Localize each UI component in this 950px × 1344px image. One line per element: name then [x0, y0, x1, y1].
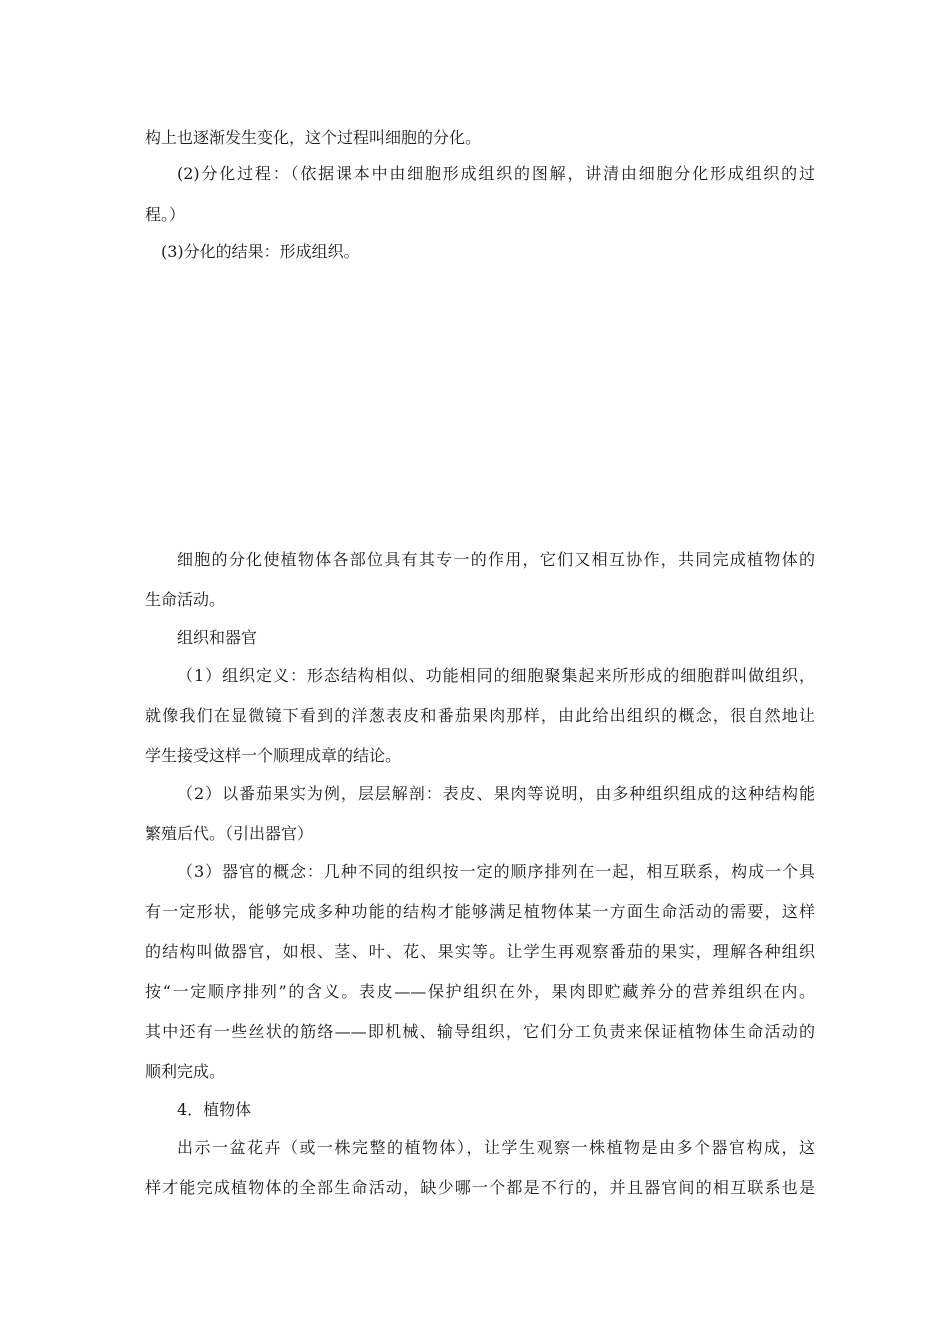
section-heading: 组织和器官 [177, 628, 258, 647]
text-line: （2）以番茄果实为例，层层解剖：表皮、果肉等说明，由多种组织组成的这种结构能 [177, 784, 815, 803]
text-line: 构上也逐渐发生变化，这个过程叫细胞的分化。 [145, 128, 482, 147]
text-line: 学生接受这样一个顺理成章的结论。 [145, 746, 402, 765]
text-line: 出示一盆花卉（或一株完整的植物体），让学生观察一株植物是由多个器官构成，这 [177, 1138, 815, 1157]
text-line: 的结构叫做器官，如根、茎、叶、花、果实等。让学生再观察番茄的果实，理解各种组织 [145, 942, 815, 961]
blank-figure-area [145, 290, 815, 530]
text-line: (3)分化的结果：形成组织。 [161, 242, 360, 261]
text-line: 程。） [145, 205, 186, 224]
text-line: (2)分化过程：（依据课本中由细胞形成组织的图解，讲清由细胞分化形成组织的过 [177, 164, 815, 183]
text-line: （1）组织定义：形态结构相似、功能相同的细胞聚集起来所形成的细胞群叫做组织， [177, 666, 815, 685]
text-line: 繁殖后代。（引出器官） [145, 824, 314, 843]
text-line: 样才能完成植物体的全部生命活动，缺少哪一个都是不行的，并且器官间的相互联系也是 [145, 1178, 815, 1197]
section-heading: 4．植物体 [177, 1100, 252, 1119]
text-line: 细胞的分化使植物体各部位具有其专一的作用，它们又相互协作，共同完成植物体的 [177, 550, 815, 569]
text-line: 按“一定顺序排列”的含义。表皮——保护组织在外，果肉即贮藏养分的营养组织在内。 [145, 982, 815, 1001]
text-line: 有一定形状，能够完成多种功能的结构才能够满足植物体某一方面生命活动的需要，这样 [145, 902, 815, 921]
text-line: （3）器官的概念：几种不同的组织按一定的顺序排列在一起，相互联系，构成一个具 [177, 862, 815, 881]
text-line: 顺利完成。 [145, 1062, 226, 1081]
text-line: 生命活动。 [145, 590, 226, 609]
text-line: 就像我们在显微镜下看到的洋葱表皮和番茄果肉那样，由此给出组织的概念，很自然地让 [145, 706, 815, 725]
text-line: 其中还有一些丝状的筋络——即机械、输导组织，它们分工负责来保证植物体生命活动的 [145, 1022, 815, 1041]
